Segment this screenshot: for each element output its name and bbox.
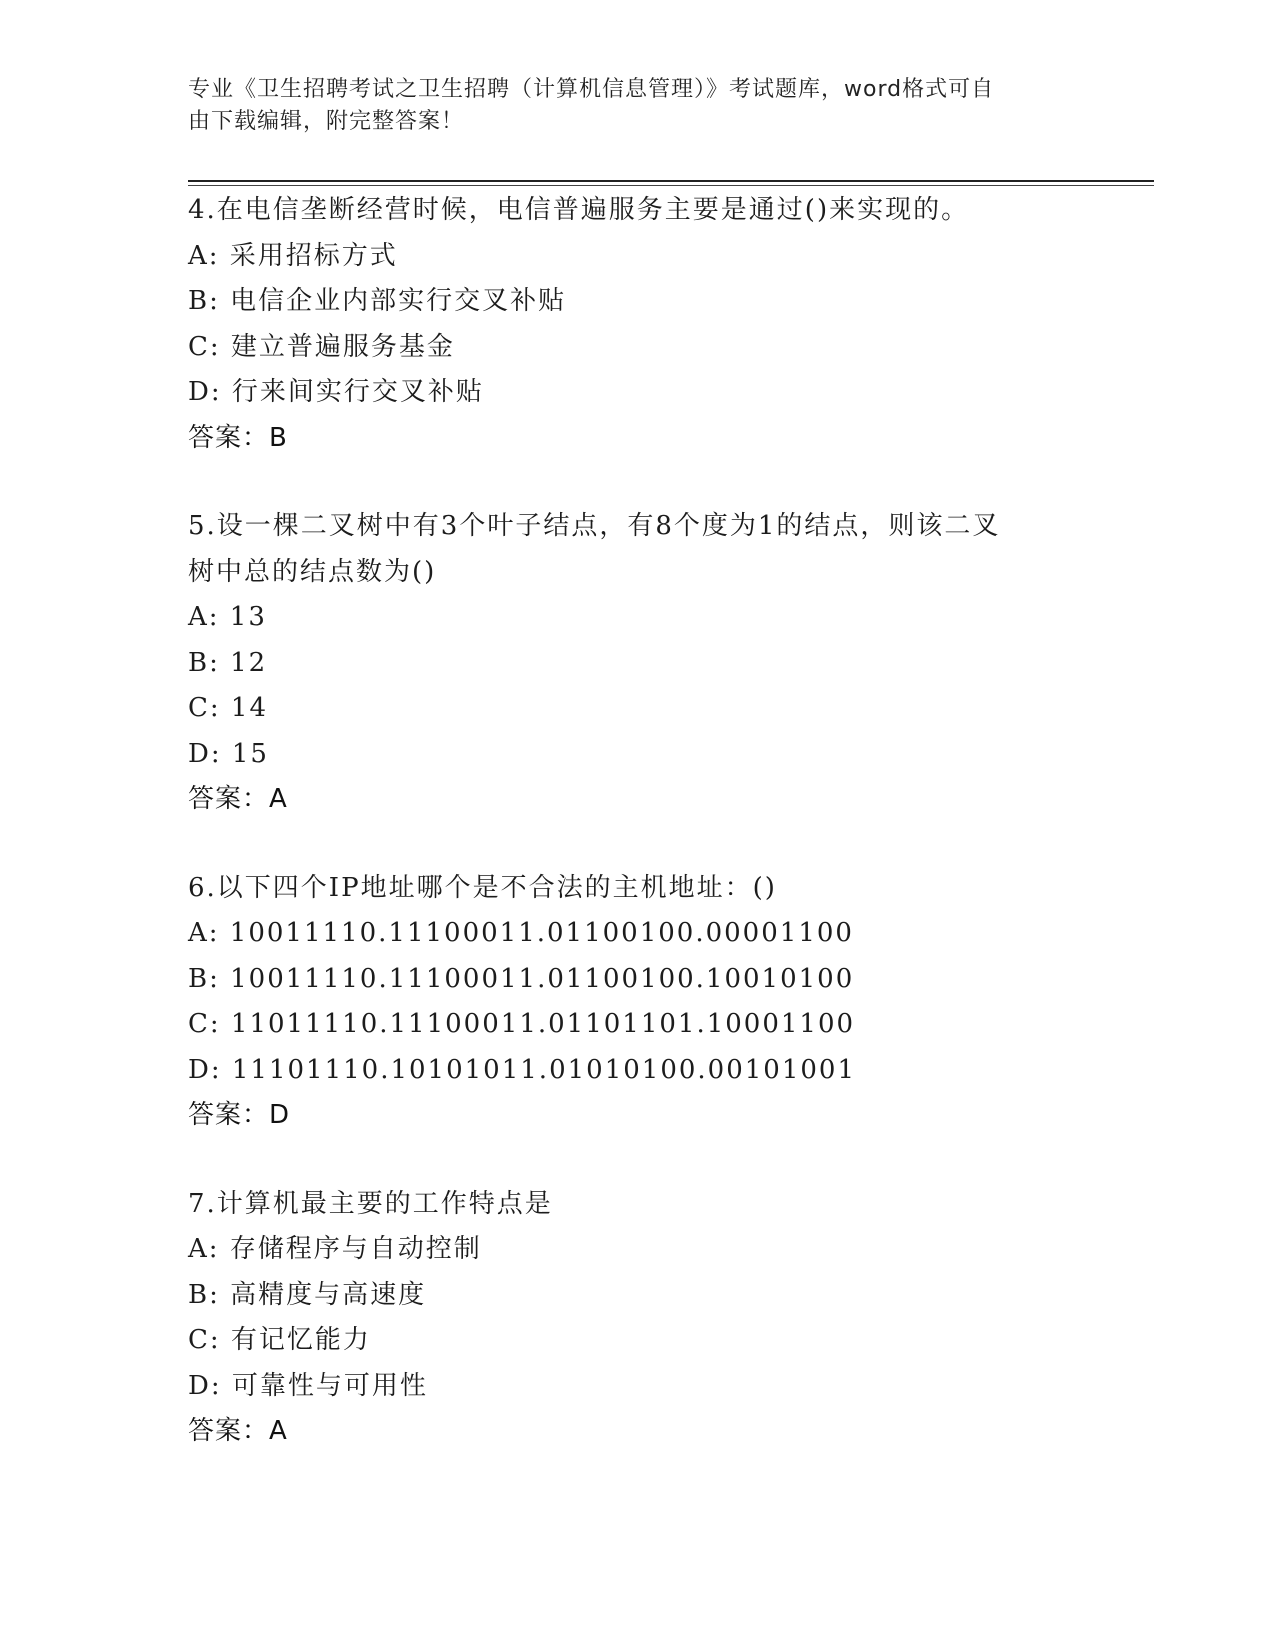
question-6 bbox=[188, 866, 1108, 1139]
header-divider-thin bbox=[188, 185, 1154, 186]
option-c: C: 建立普遍服务基金 bbox=[188, 331, 455, 362]
question-7 bbox=[188, 1182, 1108, 1455]
header-line-1: 专业《卫生招聘考试之卫生招聘（计算机信息管理）》考试题库，word格式可自 bbox=[188, 77, 995, 102]
option-a: A: 13 bbox=[188, 602, 267, 632]
option-b: B: 10011110.11100011.01100100.10010100 bbox=[188, 963, 855, 994]
option-a: A: 采用招标方式 bbox=[188, 240, 398, 271]
question-4 bbox=[188, 188, 1108, 461]
option-a: A: 存储程序与自动控制 bbox=[188, 1234, 482, 1264]
option-b: B: 高精度与高速度 bbox=[188, 1279, 427, 1310]
question-stem: 6.以下四个IP地址哪个是不合法的主机地址：() bbox=[188, 872, 777, 903]
option-d: D: 11101110.10101011.01010100.00101001 bbox=[188, 1054, 857, 1085]
option-b: B: 电信企业内部实行交叉补贴 bbox=[188, 286, 567, 316]
document-header bbox=[188, 74, 1088, 138]
question-list bbox=[188, 188, 1108, 1498]
question-stem: 4.在电信垄断经营时候，电信普遍服务主要是通过()来实现的。 bbox=[188, 195, 970, 225]
answer-line: 答案：A bbox=[188, 784, 288, 814]
option-d: D: 15 bbox=[188, 738, 269, 769]
option-d: D: 行来间实行交叉补贴 bbox=[188, 377, 484, 407]
question-stem: 5.设一棵二叉树中有3个叶子结点，有8个度为1的结点，则该二叉 bbox=[188, 511, 1001, 541]
question-stem: 7.计算机最主要的工作特点是 bbox=[188, 1188, 553, 1219]
option-c: C: 11011110.11100011.01101101.10001100 bbox=[188, 1009, 856, 1039]
answer-line: 答案：B bbox=[188, 422, 288, 453]
header-line-2: 由下载编辑，附完整答案！ bbox=[188, 109, 465, 134]
option-b: B: 12 bbox=[188, 647, 268, 678]
question-stem-continued: 树中总的结点数为() bbox=[188, 556, 437, 587]
question-5 bbox=[188, 504, 1108, 823]
option-c: C: 有记忆能力 bbox=[188, 1325, 371, 1355]
answer-line: 答案：D bbox=[188, 1100, 291, 1130]
option-d: D: 可靠性与可用性 bbox=[188, 1370, 428, 1401]
header-divider-thick bbox=[188, 180, 1154, 182]
answer-line: 答案：A bbox=[188, 1416, 288, 1446]
option-c: C: 14 bbox=[188, 693, 269, 723]
option-a: A: 10011110.11100011.01100100.00001100 bbox=[188, 918, 854, 948]
